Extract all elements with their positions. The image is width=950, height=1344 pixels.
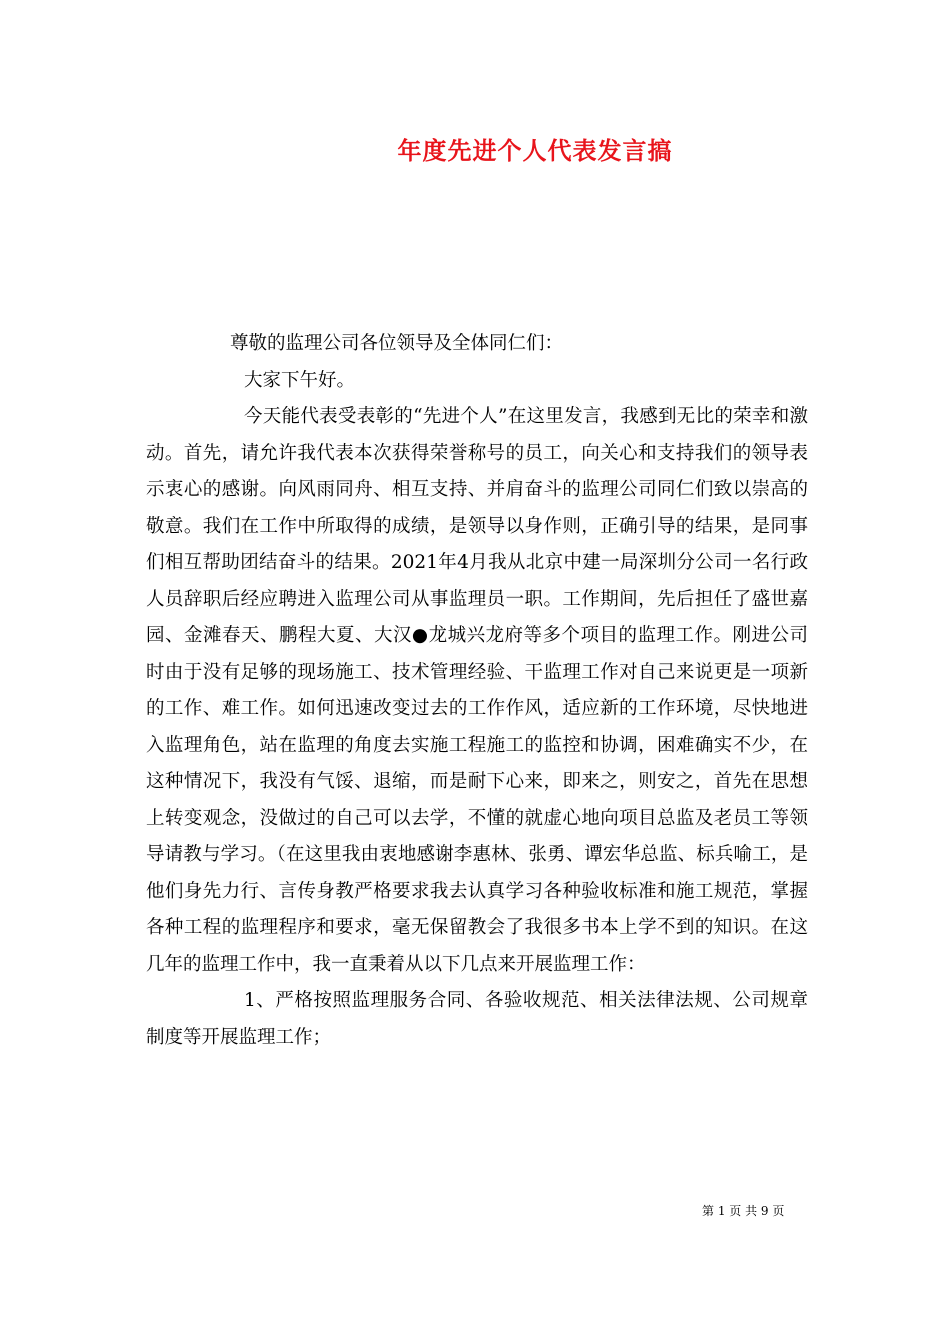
page-number: 第 1 页 共 9 页 xyxy=(702,1204,785,1218)
document-title: 年度先进个人代表发言搞 xyxy=(397,136,673,165)
salutation: 尊敬的监理公司各位领导及全体同仁们： xyxy=(230,333,564,354)
greeting: 大家下午好。 xyxy=(244,369,356,391)
document-body xyxy=(146,326,808,1056)
body-paragraph: 今天能代表受表彰的“先进个人”在这里发言，我感到无比的荣幸和激动。首先，请允许我代表本次获得荣誉称号的员工，向关心和支持我们的领导表示衷心的感谢。向风雨同舟、相互支持、并肩奋斗的监理公司同仁们致以崇高的敬意。我们在工作中所取得的成绩，是领导以身作则，正确引导的结果，是同事们相互帮助团结奋斗的结果。2021年4月我从北京中建一局深圳分公司一名行政人员辞职后经应聘进入监理公司从事监理员一职。工作期间，先后担任了盛世嘉园、金滩春天、鹏程大夏、大汉●龙城兴龙府等多个项目的监理工作。刚进公司时由于没有足够的现场施工、技术管理经验、干监理工作对自己来说更是一项新的工作、难工作。如何迅速改变过去的工作作风，适应新的工作环境，尽快地进入监理角色，站在监理的角度去实施工程施工的监控和协调，困难确实不少，在这种情况下，我没有气馁、退缩，而是耐下心来，即来之，则安之，首先在思想上转变观念，没做过的自己可以去学，不懂的就虚心地向项目总监及老员工等领导请教与学习。（在这里我由衷地感谢李惠林、张勇、谭宏华总监、标兵喻工，是他们身先力行、言传身教严格要求我去认真学习各种验收标准和施工规范，掌握各种工程的监理程序和要求，毫无保留教会了我很多书本上学不到的知识。在这几年的监理工作中，我一直秉着从以下几点来开展监理工作： xyxy=(146,406,808,975)
list-item: 1、严格按照监理服务合同、各验收规范、相关法律法规、公司规章制度等开展监理工作； xyxy=(146,990,808,1048)
